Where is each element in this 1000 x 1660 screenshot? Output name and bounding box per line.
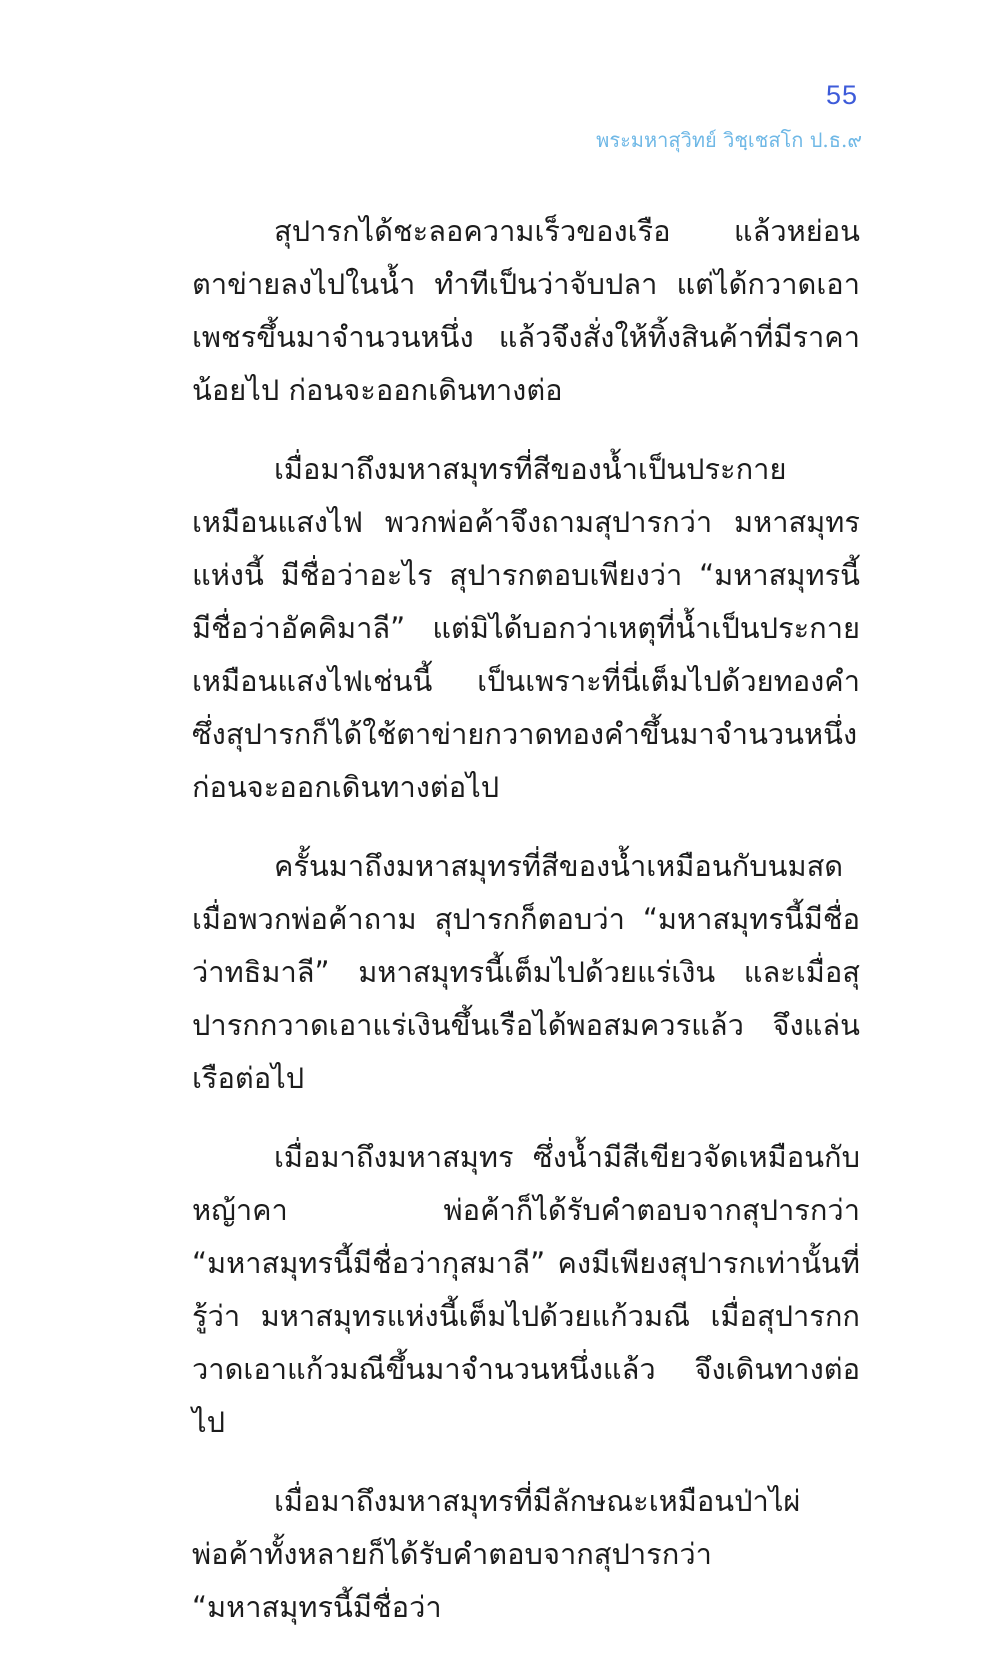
- paragraph-2: เมื่อมาถึงมหาสมุทรที่สีของน้ำเป็นประกายเหมือนแสงไฟ พวกพ่อค้าจึงถามสุปารกว่า มหาสมุทรแห่งนี้ มีชื่อว่าอะไร สุปารกตอบเพียงว่า “มหาสมุทรนี้มีชื่อว่าอัคคิมาลี” แต่มิได้บอกว่าเหตุที่น้ำเป็นประกายเหมือนแสงไฟเช่นนี้ เป็นเพราะที่นี่เต็มไปด้วยทองคำ ซึ่งสุปารกก็ได้ใช้ตาข่ายกวาดทองคำขึ้นมาจำนวนหนึ่ง ก่อนจะออกเดินทางต่อไป: [192, 452, 860, 804]
- body-text: [192, 205, 860, 1660]
- paragraph-3: ครั้นมาถึงมหาสมุทรที่สีของน้ำเหมือนกับนมสด เมื่อพวกพ่อค้าถาม สุปารกก็ตอบว่า “มหาสมุทรนี้มีชื่อว่าทธิมาลี” มหาสมุทรนี้เต็มไปด้วยแร่เงิน และเมื่อสุปารกกวาดเอาแร่เงินขึ้นเรือได้พอสมควรแล้ว จึงแล่นเรือต่อไป: [192, 849, 860, 1095]
- paragraph-1: สุปารกได้ชะลอความเร็วของเรือ แล้วหย่อนตาข่ายลงไปในน้ำ ทำทีเป็นว่าจับปลา แต่ได้กวาดเอาเพชรขึ้นมาจำนวนหนึ่ง แล้วจึงสั่งให้ทิ้งสินค้าที่มีราคาน้อยไป ก่อนจะออกเดินทางต่อ: [192, 214, 860, 407]
- paragraph-4: เมื่อมาถึงมหาสมุทร ซึ่งน้ำมีสีเขียวจัดเหมือนกับหญ้าคา พ่อค้าก็ได้รับคำตอบจากสุปารกว่า “มหาสมุทรนี้มีชื่อว่ากุสมาลี” คงมีเพียงสุปารกเท่านั้นที่รู้ว่า มหาสมุทรแห่งนี้เต็มไปด้วยแก้วมณี เมื่อสุปารกกวาดเอาแก้วมณีขึ้นมาจำนวนหนึ่งแล้ว จึงเดินทางต่อไป: [192, 1140, 860, 1439]
- page-number: 55: [825, 80, 858, 110]
- paragraph-5: เมื่อมาถึงมหาสมุทรที่มีลักษณะเหมือนป่าไผ่ พ่อค้าทั้งหลายก็ได้รับคำตอบจากสุปารกว่า “มหาสมุทรนี้มีชื่อว่า: [192, 1484, 801, 1624]
- running-head-author: พระมหาสุวิทย์ วิชฺเชสโก ป.ธ.๙: [596, 128, 862, 152]
